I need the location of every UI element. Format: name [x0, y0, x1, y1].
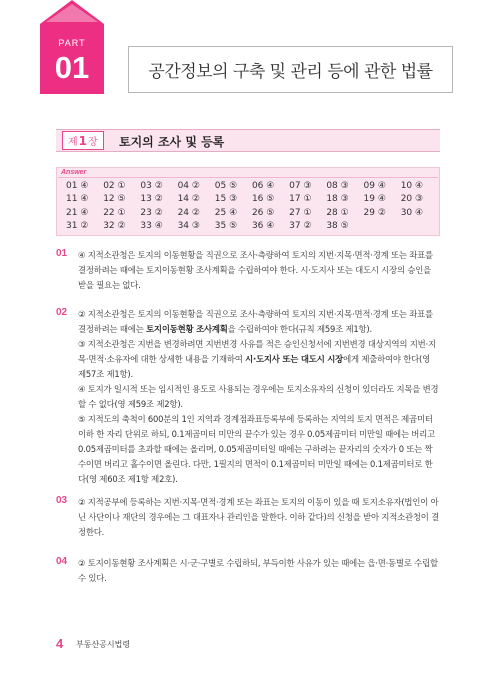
text-segment: ③ 지적소관청은 지번을 변경하려면 지번변경 사유를 적은 승인신청서에 지번변경 대상지역의 지번·지목·면적·소유자에 대한 상세한 내용을 기재하여: [78, 339, 436, 364]
answer-cell: 32 ②: [103, 221, 126, 232]
chapter-badge-number: 1: [78, 133, 88, 148]
answer-cell: 27 ①: [289, 207, 312, 218]
answer-cell: 03 ②: [140, 180, 163, 191]
answer-cell: 33 ④: [140, 221, 163, 232]
explanation-body: [78, 248, 440, 293]
chapter-badge-suffix: 장: [88, 137, 98, 148]
answer-row: [66, 220, 436, 234]
answer-cell: 05 ⑤: [214, 180, 238, 191]
chapter-title: 토지의 조사 및 등록: [119, 135, 225, 149]
answer-cell: 28 ①: [326, 207, 349, 218]
part-number: 01: [54, 50, 90, 85]
answer-cell: 07 ③: [289, 180, 312, 191]
answer-cell: 10 ④: [400, 180, 424, 191]
answer-cell: 17 ①: [289, 194, 312, 205]
answer-row: [66, 179, 436, 193]
answer-cell: 08 ③: [326, 180, 349, 191]
answer-cell: 16 ⑤: [251, 194, 275, 205]
question-number: 02: [56, 307, 68, 318]
text-segment: 을 수립하여야 한다(규칙 제59조 제1항).: [227, 324, 372, 334]
answer-cell: 26 ⑤: [251, 207, 275, 218]
answer-cell: 21 ④: [66, 207, 89, 218]
explanation-paragraph: ⑤ 지적도의 축척이 600분의 1인 지역과 경계점좌표등록부에 등록하는 지역의 토지 면적은 제곱미터 이하 한 자리 단위로 하되, 0.1제곱미터 미만의 끝수가 있는 경우 0.05제곱미터 미만일 때에는 버리고 0.05제곱미터를 초과할 때에는 올리며, 0.05제곱미터일 때에는 구하려는 끝자리의 숫자가 0 또는 짝수이면 버리고 홀수이면 올린다. 다만, 1필지의 면적이 0.1제곱미터 미만일 때에는 0.1제곱미터로 한다(영 제60조 제1항 제2호).: [78, 414, 435, 484]
answer-row: [66, 206, 436, 220]
answer-cell: 04 ②: [177, 180, 200, 191]
text-segment: ② 지적소관청은 토지의 이동현황을 직권으로 조사·측량하여 토지의 지번·지목·면적·경계 또는 좌표를 결정하려는 때에는: [78, 309, 433, 334]
answer-cell: 15 ③: [214, 194, 238, 205]
answer-cell: 29 ②: [363, 207, 386, 218]
explanation-body: [78, 307, 440, 487]
answer-cell: 02 ①: [103, 180, 126, 191]
explanation-paragraph: ④ 지적소관청은 토지의 이동현황을 직권으로 조사·측량하여 토지의 지번·지목·면적·경계 또는 좌표를 결정하려는 때에는 토지이동현황 조사계획을 수립하여야 한다. 시·도지사 또는 대도시 시장의 승인을 받을 필요는 없다.: [78, 250, 433, 290]
emphasis-text: 토지이동현황 조사계획: [146, 324, 228, 334]
answer-cell: 34 ③: [177, 221, 200, 232]
question-number: 04: [56, 556, 68, 567]
answer-cell: 13 ②: [140, 194, 163, 205]
part-title: 공간정보의 구축 및 관리 등에 관한 법률: [148, 62, 433, 82]
part-title-box: [128, 46, 453, 93]
answer-label: Answer: [61, 169, 87, 176]
answer-cell: 19 ④: [363, 194, 386, 205]
answer-cell: 35 ⑤: [214, 221, 238, 232]
explanation-paragraph: ② 지적공부에 등록하는 지번·지목·면적·경계 또는 좌표는 토지의 이동이 있을 때 토지소유자(법인이 아닌 사단이나 재단의 경우에는 그 대표자나 관리인을 말한다. 이하 같다)의 신청을 받아 지적소관청이 결정한다.: [78, 497, 440, 537]
answer-row: [66, 193, 436, 207]
text-segment: 에게 제출하여야 한다(영 제57조 제1항).: [78, 354, 430, 379]
question-number: 03: [56, 495, 68, 506]
answer-cell: 06 ④: [251, 180, 275, 191]
answer-cell: 20 ③: [400, 194, 424, 205]
explanation-paragraph: [78, 337, 440, 382]
answer-grid: [66, 179, 436, 233]
chapter-badge-prefix: 제: [68, 137, 78, 148]
chapter-bar: [56, 129, 440, 152]
answer-cell: 18 ③: [326, 194, 349, 205]
explanation-paragraph: ④ 토지가 일시적 또는 임시적인 용도로 사용되는 경우에는 토지소유자의 신청이 있더라도 지목을 변경할 수 없다(영 제59조 제2항).: [78, 384, 439, 409]
answer-cell: 25 ④: [214, 207, 238, 218]
question-number: 01: [56, 248, 68, 259]
part-label: PART: [58, 38, 86, 48]
answer-cell: 11 ④: [66, 194, 89, 205]
answer-divider: [58, 177, 438, 178]
page-number: 4: [56, 636, 64, 651]
explanation-body: [78, 495, 440, 540]
explanation-paragraph: [78, 307, 440, 337]
answer-cell: 14 ②: [177, 194, 200, 205]
chapter-badge: [62, 131, 104, 150]
answer-cell: 31 ②: [66, 221, 89, 232]
answer-cell: 30 ④: [400, 207, 424, 218]
book-title: 부동산공시법령: [76, 640, 131, 649]
answer-cell: 24 ②: [177, 207, 200, 218]
explanation-paragraph: ② 토지이동현황 조사계획은 시·군·구별로 수립하되, 부득이한 사유가 있는 때에는 읍·면·동별로 수립할 수 있다.: [78, 558, 438, 583]
explanation-body: [78, 556, 440, 586]
answer-cell: 01 ④: [66, 180, 89, 191]
answer-cell: 37 ②: [289, 221, 312, 232]
answer-cell: 09 ④: [363, 180, 386, 191]
answer-cell: 23 ②: [140, 207, 163, 218]
emphasis-text: 시·도지사 또는 대도시 시장: [245, 354, 344, 364]
answer-cell: 22 ①: [103, 207, 126, 218]
answer-cell: 38 ⑤: [326, 221, 349, 232]
answer-cell: 12 ⑤: [103, 194, 126, 205]
answer-cell: 36 ④: [251, 221, 275, 232]
